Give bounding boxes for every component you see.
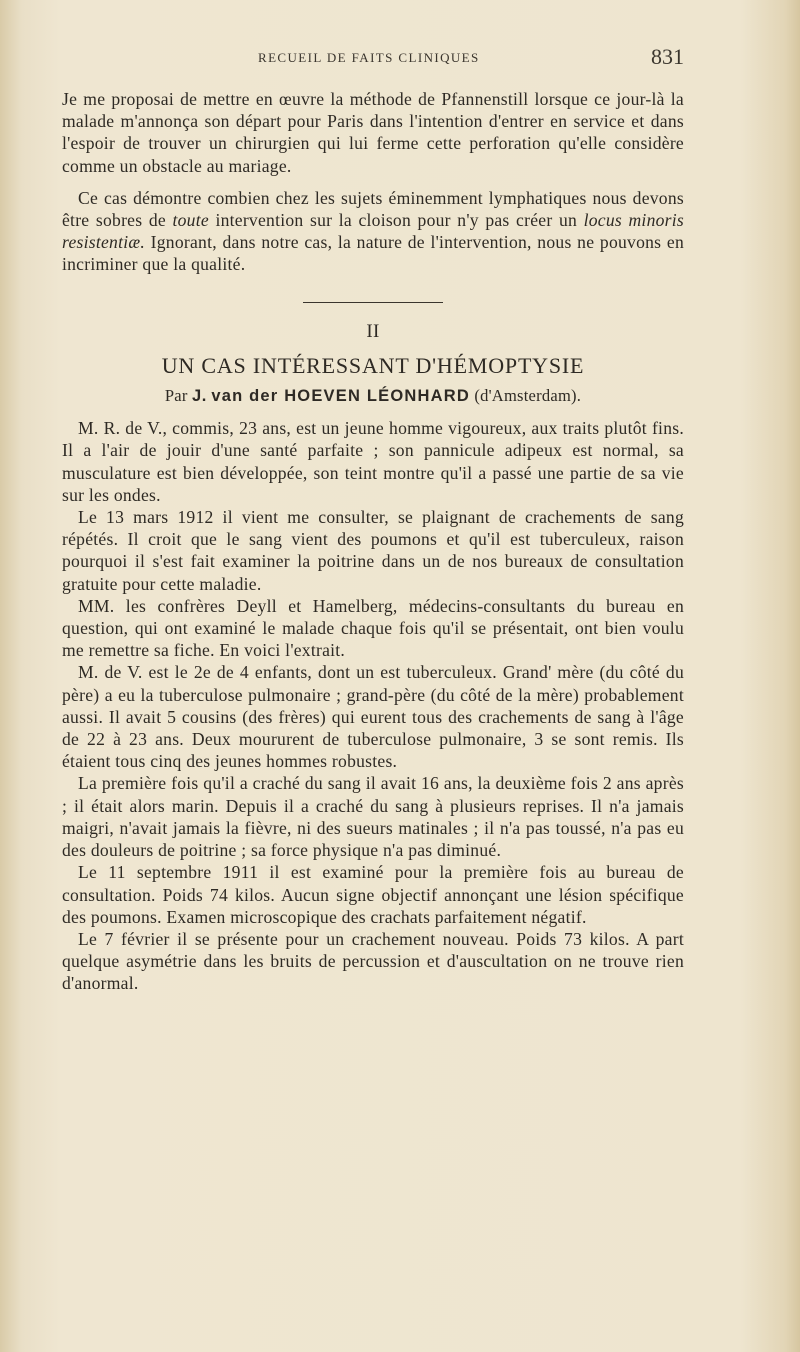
paragraph: Le 7 février il se présente pour un crachement nouveau. Poids 73 kilos. A part quelque asymétrie dans les bruits de percussion et d'auscultation on ne trouve rien d'anormal. xyxy=(62,928,684,994)
paragraph: Le 11 septembre 1911 il est examiné pour la première fois au bureau de consultation. Poids 74 kilos. Aucun signe objectif annonçant une lésion spécifique des poumons. Examen microscopique des crachats parfaitement négatif. xyxy=(62,862,684,927)
emphasis: locus minoris resistentiæ. xyxy=(62,210,685,253)
paragraph: Le 13 mars 1912 il vient me consulter, se plaignant de crachements de sang répétés. Il croit que le sang vient des poumons et qu'il est tuberculeux, raison pourquoi il s'est fait examiner la poitrine dans un de nos bureaux de consultation gratuite pour cette maladie. xyxy=(62,507,684,594)
byline-prefix: Par xyxy=(164,386,188,406)
author-initial: J. xyxy=(191,387,207,406)
section-number: II xyxy=(366,320,380,342)
page-body xyxy=(62,88,684,995)
text-run: Ce cas démontre combien chez les sujets éminemment lymphatiques nous devons être sobres de xyxy=(62,187,684,231)
running-title: RECUEIL DE FAITS CLINIQUES xyxy=(258,50,480,65)
author-name: van der HOEVEN LÉONHARD xyxy=(211,387,470,406)
paragraph: MM. les confrères Deyll et Hamelberg, médecins-consultants du bureau en question, qui ont examiné le malade chaque fois qu'il se présentait, ont bien voulu me remettre sa fiche. En voici l'extrait. xyxy=(62,595,684,661)
page-number: 831 xyxy=(651,44,684,69)
section-title: UN CAS INTÉRESSANT D'HÉMOPTYSIE xyxy=(161,352,585,378)
author-city: (d'Amsterdam). xyxy=(474,386,582,406)
emphasis: toute xyxy=(172,210,209,231)
paragraph: La première fois qu'il a craché du sang il avait 16 ans, la deuxième fois 2 ans après ; il était alors marin. Depuis il a craché du sang à plusieurs reprises. Il n'a jamais maigri, n'avait jamais la fièvre, ni des sueurs matinales ; il n'a pas toussé, n'a pas eu des douleurs de poitrine ; sa force physique n'a pas diminué. xyxy=(62,773,684,861)
paragraph: Je me proposai de mettre en œuvre la méthode de Pfannenstill lorsque ce jour-là la malade m'annonça son départ pour Paris dans l'intention d'entrer en service et dans l'espoir de trouver un chirurgien qui lui ferme cette perforation qu'elle considère comme un obstacle au mariage. xyxy=(62,89,684,176)
paragraph xyxy=(62,187,684,276)
paragraph: M. R. de V., commis, 23 ans, est un jeune homme vigoureux, aux traits plutôt fins. Il a l'air de jouir d'une santé parfaite ; son pannicule adipeux est normal, sa musculature est bien développée, son teint montre qu'il a passé une partie de sa vie sur les ondes. xyxy=(62,418,684,505)
paragraph: M. de V. est le 2e de 4 enfants, dont un est tuberculeux. Grand' mère (du côté du père) a eu la tuberculose pulmonaire ; grand-père (du côté de la mère) probablement aussi. Il avait 5 cousins (des frères) qui eurent tous des crachements de sang à l'âge de 22 à 23 ans. Deux moururent de tuberculose pulmonaire, 3 se sont remis. Ils étaient tous cinq des jeunes hommes robustes. xyxy=(62,662,684,772)
byline xyxy=(62,385,684,407)
section-divider xyxy=(303,302,443,303)
text-run: intervention sur la cloison pour n'y pas créer un xyxy=(208,210,584,231)
page-header xyxy=(62,44,684,76)
text-run: Ignorant, dans notre cas, la nature de l'intervention, nous ne pouvons en incriminer que la qualité. xyxy=(62,232,684,275)
